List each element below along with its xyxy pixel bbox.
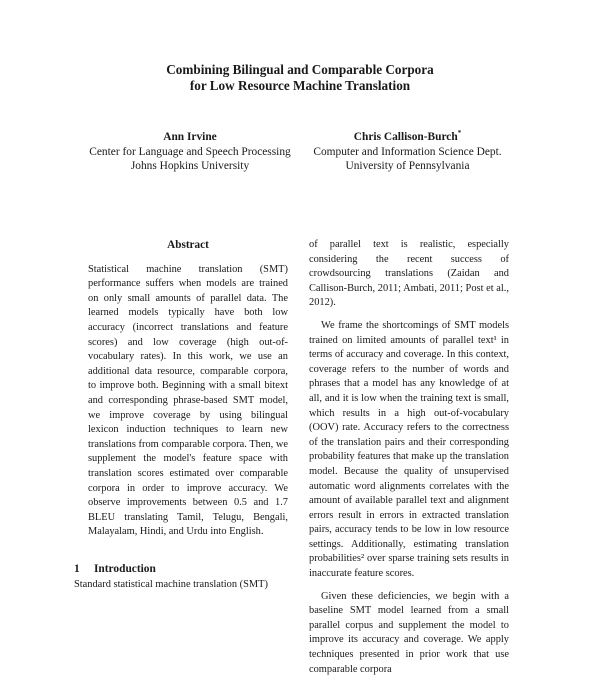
author-1-institution: Johns Hopkins University bbox=[130, 160, 250, 173]
author-2-affiliation: Computer and Information Science Dept. bbox=[313, 145, 502, 158]
author-2-institution: University of Pennsylvania bbox=[345, 160, 470, 173]
abstract-title: Abstract bbox=[167, 239, 209, 251]
author-2-footnote-mark: * bbox=[457, 129, 462, 138]
author-1-name: Ann Irvine bbox=[163, 131, 217, 143]
right-column bbox=[309, 238, 509, 677]
abstract-column bbox=[88, 238, 288, 540]
section-number: 1 bbox=[74, 563, 80, 575]
right-paragraph-3: Given these deficiencies, we begin with a baseline SMT model learned from a small parallel corpus and supplement the model to improve its accuracy and coverage. We apply techniques presented in prior work that use comparable corpora bbox=[309, 590, 509, 675]
paper-title-line-2: for Low Resource Machine Translation bbox=[189, 78, 411, 93]
section-title: Introduction bbox=[94, 563, 156, 575]
author-2-name-line bbox=[305, 130, 510, 145]
introduction-first-line: Standard statistical machine translation (SMT) bbox=[74, 579, 268, 590]
section-heading bbox=[74, 563, 156, 575]
right-paragraph-1: of parallel text is realistic, especially considering the recent success of crowdsourcing translations (Zaidan and Callison-Burch, 2011; Ambati, 2011; Post et al., 2012). bbox=[309, 239, 509, 309]
abstract-text: Statistical machine translation (SMT) performance suffers when models are trained on only small amounts of parallel data. The learned models typically have both low accuracy (incorrect translations and feature scores) and low coverage (high out-of-vocabulary rates). In this work, we use an additional data resource, comparable corpora, to improve both. Beginning with a small bitext and corresponding phrase-based SMT model, we improve coverage by using bilingual lexicon induction techniques to learn new translations from comparable corpora. Then, we supplement the model's feature space with translation scores estimated over comparable corpora in order to improve accuracy. We observe improvements between 0.5 and 1.7 BLEU translating Tamil, Telugu, Bengali, Malayalam, Hindi, and Urdu into English. bbox=[88, 263, 288, 538]
paper-title-line-1: Combining Bilingual and Comparable Corpora bbox=[166, 62, 434, 77]
author-1 bbox=[70, 130, 310, 174]
author-2-name: Chris Callison-Burch bbox=[353, 131, 458, 143]
author-2 bbox=[305, 130, 510, 174]
right-paragraph-2: We frame the shortcomings of SMT models trained on limited amounts of parallel text¹ in terms of accuracy and coverage. In this context, coverage refers to the number of words and phrases that a model has any knowledge of at all, and it is low when the training text is small, which results in a high out-of-vocabulary (OOV) rate. Accuracy refers to the correctness of the translation pairs and their corresponding probability features that make up the translation model. Because the quality of unsupervised automatic word alignments correlates with the amount of available parallel text and alignment errors result in errors in extracted translation pairs, accuracy tends to be low in low resource settings. Additionally, estimating translation probabilities² over sparse training sets results in inaccurate feature scores. bbox=[309, 319, 509, 580]
author-1-affiliation: Center for Language and Speech Processing bbox=[89, 145, 291, 158]
